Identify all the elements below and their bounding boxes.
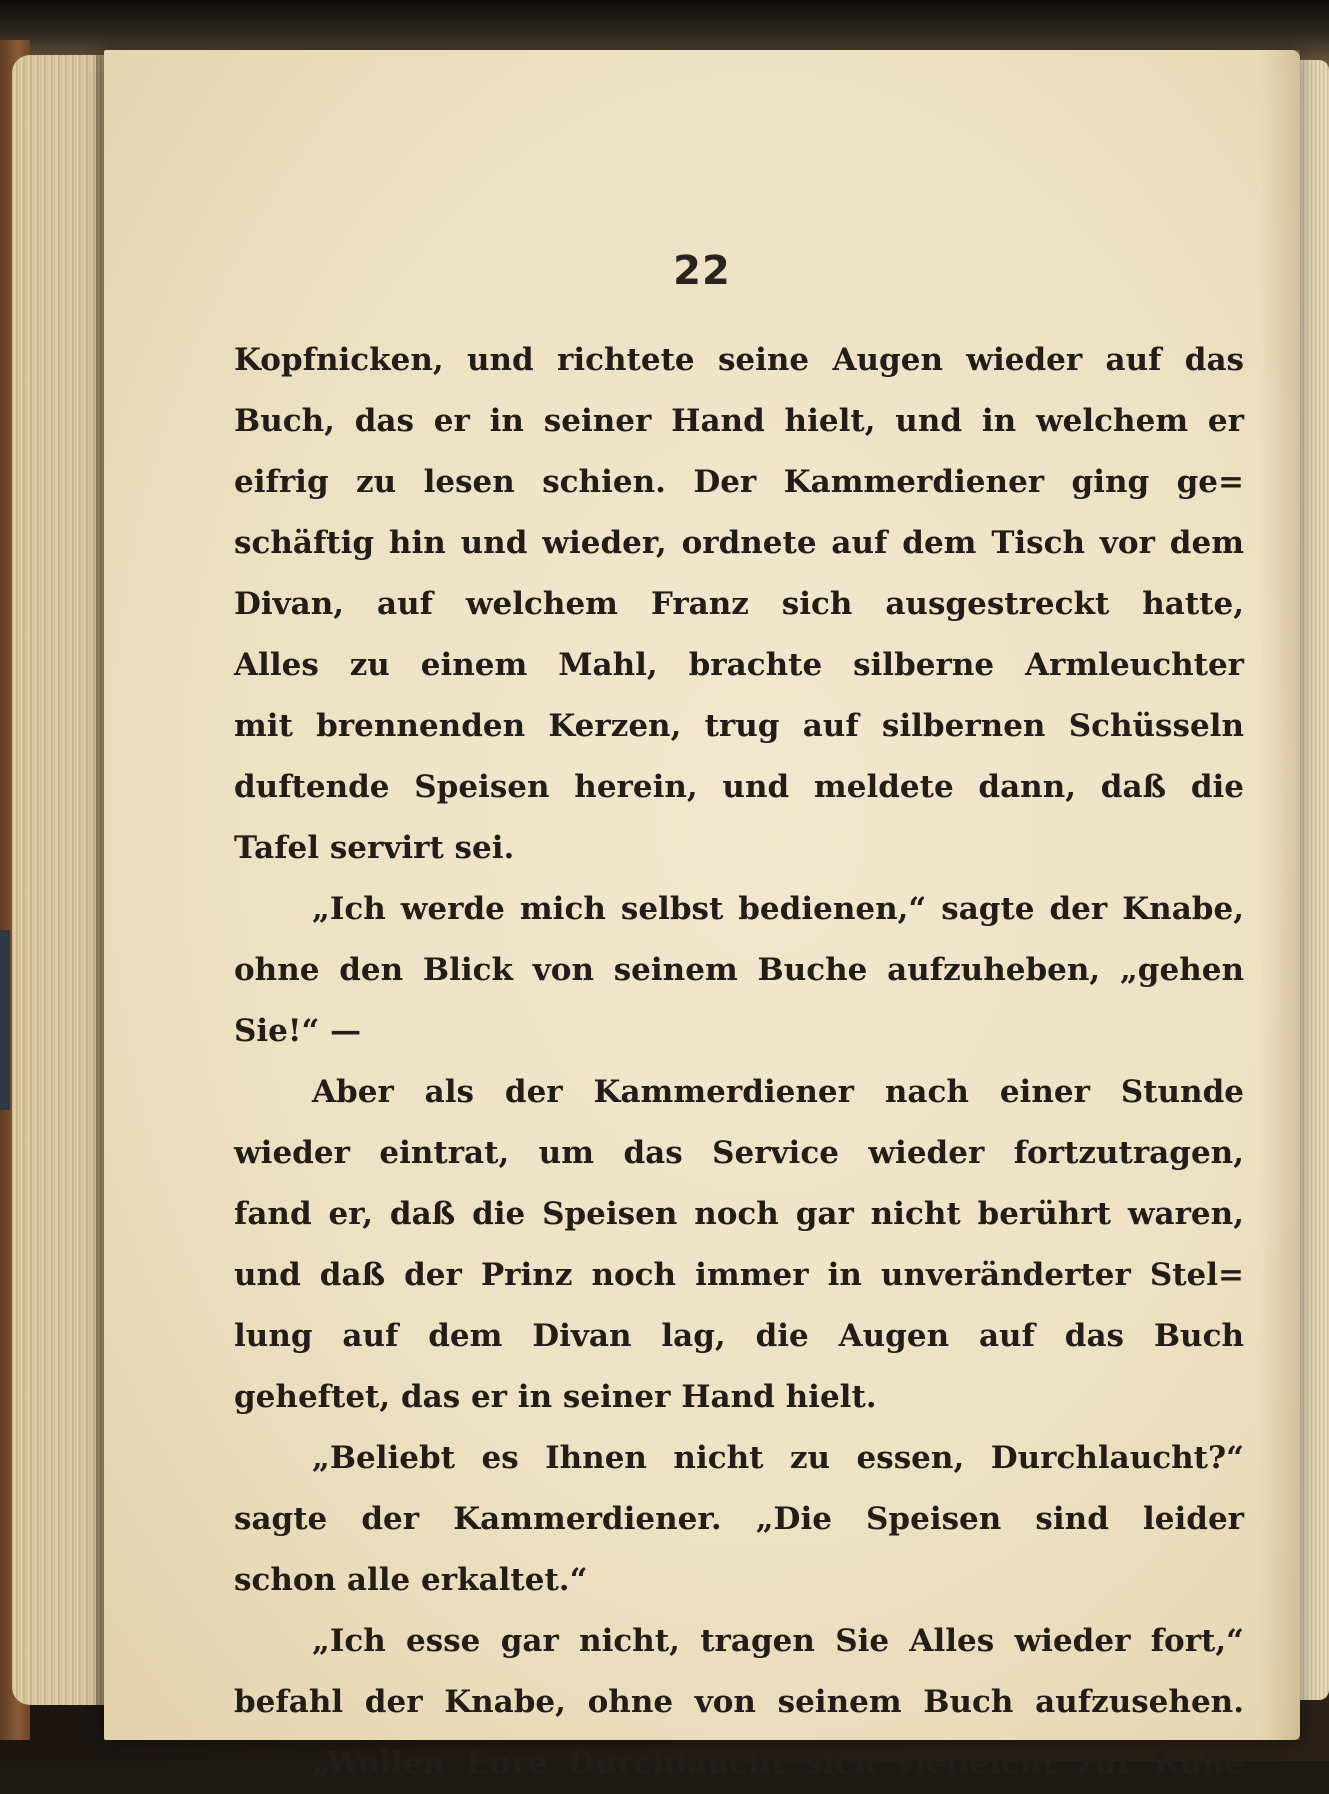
text-line: lung auf dem Divan lag, die Augen auf das Buch: [234, 1318, 1244, 1354]
text-line: Sie!“ —: [234, 1013, 362, 1049]
text-line: duftende Speisen herein, und meldete dann, daß die: [234, 769, 1244, 805]
text-line: Divan, auf welchem Franz sich ausgestreckt hatte,: [234, 586, 1244, 622]
text-line: Tafel servirt sei.: [234, 830, 515, 866]
text-line: Kopfnicken, und richtete seine Augen wieder auf das: [234, 342, 1244, 378]
text-line: schäftig hin und wieder, ordnete auf dem Tisch vor dem: [234, 525, 1244, 561]
text-line: „Ich werde mich selbst bedienen,“ sagte der Knabe,: [312, 891, 1244, 927]
right-page-edges: [1296, 60, 1329, 1700]
text-line: und daß der Prinz noch immer in unveränderter Stel=: [234, 1257, 1244, 1293]
text-line: geheftet, das er in seiner Hand hielt.: [234, 1379, 877, 1415]
text-line: befahl der Knabe, ohne von seinem Buch aufzusehen.: [234, 1684, 1244, 1720]
page-number: 22: [673, 248, 731, 294]
text-line: Aber als der Kammerdiener nach einer Stunde: [312, 1074, 1244, 1110]
text-line: „Ich esse gar nicht, tragen Sie Alles wieder fort,“: [312, 1623, 1244, 1659]
text-line: eifrig zu lesen schien. Der Kammerdiener ging ge=: [234, 464, 1244, 500]
text-line: wieder eintrat, um das Service wieder fortzutragen,: [234, 1135, 1244, 1171]
page-text: [234, 330, 1244, 1794]
text-line: Alles zu einem Mahl, brachte silberne Armleuchter: [234, 647, 1244, 683]
page-clip: [0, 930, 10, 1110]
text-line: mit brennenden Kerzen, trug auf silbernen Schüsseln: [234, 708, 1244, 744]
text-line: ohne den Blick von seinem Buche aufzuheben, „gehen: [234, 952, 1244, 988]
text-line: fand er, daß die Speisen noch gar nicht berührt waren,: [234, 1196, 1244, 1232]
text-line: schon alle erkaltet.“: [234, 1562, 588, 1598]
text-line: sagte der Kammerdiener. „Die Speisen sind leider: [234, 1501, 1244, 1537]
text-line: „Wollen Eure Durchlaucht sich vielleicht zur Ruhe: [312, 1745, 1244, 1781]
text-line: „Beliebt es Ihnen nicht zu essen, Durchlaucht?“: [312, 1440, 1244, 1476]
text-line: Buch, das er in seiner Hand hielt, und in welchem er: [234, 403, 1244, 439]
